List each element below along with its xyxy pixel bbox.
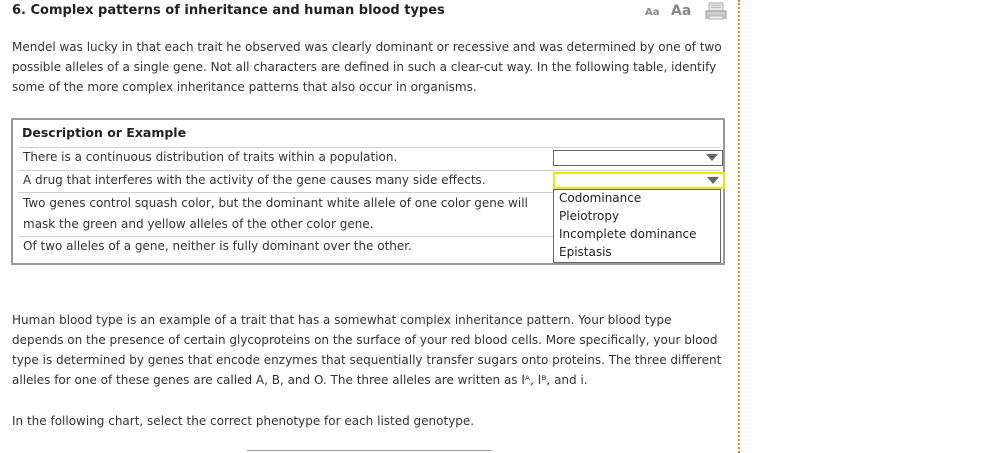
blood-line: type is determined by genes that encode enzymes that sequentially transfer sugars onto proteins. The three different [12, 353, 722, 367]
font-size-small-button[interactable]: Aa [645, 7, 660, 18]
question-title: 6. Complex patterns of inheritance and human blood types [12, 3, 445, 18]
blood-type-paragraph [12, 310, 730, 390]
dropdown-option-epistasis[interactable]: Epistasis [559, 245, 612, 259]
intro-line: Mendel was lucky in that each trait he observed was clearly dominant or recessive and was determined by one of two [12, 40, 722, 54]
chevron-down-icon [707, 177, 719, 184]
table-row-description [23, 193, 543, 235]
printer-icon[interactable] [705, 2, 727, 20]
intro-paragraph [12, 37, 730, 97]
chart-top-rule [247, 450, 492, 451]
blood-line: depends on the presence of certain glycoproteins on the surface of your red blood cells. More specifically, your blood [12, 333, 718, 347]
chart-prompt: In the following chart, select the correct phenotype for each listed genotype. [12, 414, 475, 428]
chevron-down-icon [706, 154, 718, 161]
dropdown-option-incomplete-dominance[interactable]: Incomplete dominance [559, 227, 697, 241]
font-size-large-button[interactable]: Aa [671, 3, 692, 19]
intro-line: some of the more complex inheritance patterns that also occur in organisms. [12, 80, 477, 94]
pattern-dropdown-menu [553, 189, 721, 263]
table-row-description: Of two alleles of a gene, neither is fully dominant over the other. [23, 239, 412, 253]
table-column-header: Description or Example [22, 125, 187, 140]
blood-line: Human blood type is an example of a trait that has a somewhat complex inheritance pattern. Your blood type [12, 313, 672, 327]
right-dotted-divider [738, 0, 740, 453]
pattern-select-row-1[interactable] [553, 150, 723, 166]
dropdown-option-codominance[interactable]: Codominance [559, 191, 642, 205]
table-row-description: A drug that interferes with the activity of the gene causes many side effects. [23, 173, 486, 187]
dropdown-option-pleiotropy[interactable]: Pleiotropy [559, 209, 620, 223]
row-line-text: mask the green and yellow alleles of the other color gene. [23, 217, 374, 231]
intro-line: possible alleles of a single gene. Not all characters are defined in such a clear-cut way. In the following table, identify [12, 60, 717, 74]
table-row-description: There is a continuous distribution of traits within a population. [23, 150, 398, 164]
pattern-select-row-2[interactable] [553, 172, 725, 189]
row-line-text: Two genes control squash color, but the dominant white allele of one color gene will [23, 196, 528, 210]
blood-line: alleles for one of these genes are called A, B, and O. The three alleles are written as Iᴬ, Iᴮ, and i. [12, 373, 588, 387]
